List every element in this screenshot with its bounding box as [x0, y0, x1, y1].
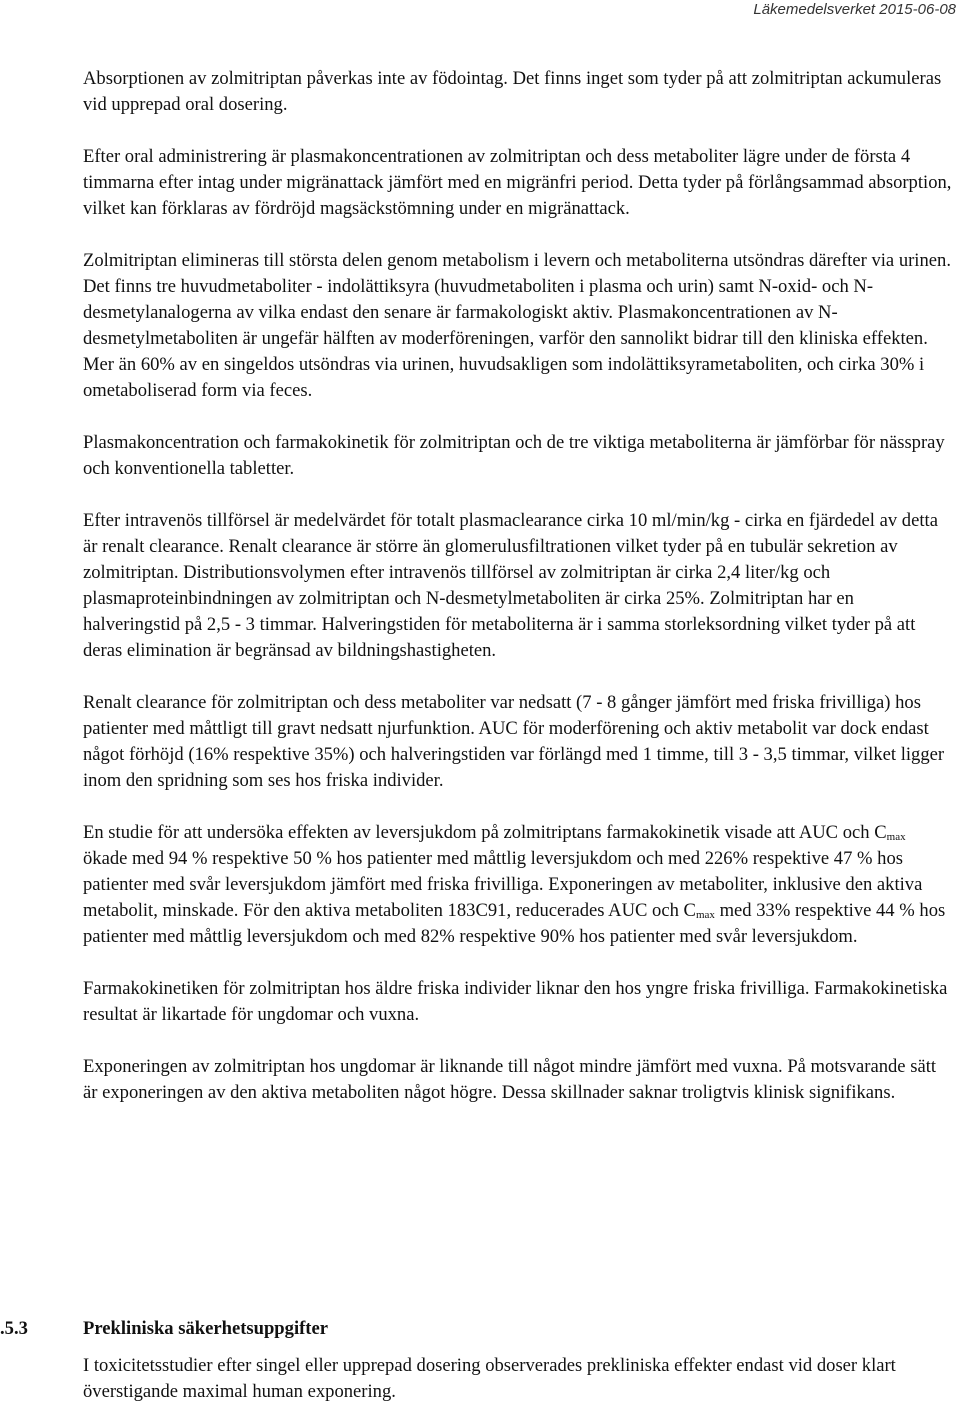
- paragraph-elderly: Farmakokinetiken för zolmitriptan hos äldre friska individer liknar den hos yngre friska frivilliga. Farmakokinetiska resultat är likartade för ungdomar och vuxna.: [83, 978, 948, 1025]
- paragraph-adolescents: Exponeringen av zolmitriptan hos ungdomar är liknande till något mindre jämfört med vuxna. På motsvarande sätt är exponeringen av den aktiva metaboliten något högre. Dessa skillnader saknar troligtvis klinisk signifikans.: [83, 1056, 937, 1103]
- cmax-subscript: max: [886, 831, 906, 843]
- liver-text-2: ökade med 94 % respektive 50 % hos patienter med måttlig leversjukdom och med 226% respektive 47 % hos patienter med svår leversjukdom jämfört med friska frivilliga. Exponeringen av metaboliter, inklusive den aktiva metabolit, minskade. För den aktiva metaboliten 183C91, reducerades AUC och C: [83, 848, 923, 921]
- paragraph-intravenous: Efter intravenös tillförsel är medelvärdet för totalt plasmaclearance cirka 10 ml/min/kg - cirka en fjärdedel av detta är renalt clearance. Renalt clearance är större än glomerulusfiltrationen vilket tyder på en tubulär sekretion av zolmitriptan. Distributionsvolymen efter intravenös tillförsel av zolmitriptan är cirka 2,4 liter/kg och plasmaproteinbindningen av zolmitriptan och N-desmetylmetaboliten är cirka 25%. Zolmitriptan har en halveringstid på 2,5 - 3 timmar. Halveringstiden för metaboliterna är i samma storleksordning vilket tyder på att deras elimination är begränsad av bildningshastigheten.: [83, 510, 938, 661]
- section-number: .5.3: [0, 1318, 28, 1339]
- section-paragraph: I toxicitetsstudier efter singel eller upprepad dosering observerades prekliniska effekter endast vid doser klart överstigande maximal human exponering.: [83, 1355, 896, 1402]
- paragraph-nasal-spray: Plasmakoncentration och farmakokinetik för zolmitriptan och de tre viktiga metaboliterna är jämförbar för nässpray och konventionella tabletter.: [83, 432, 945, 479]
- liver-text-3: med 33% respektive 44 % hos patienter med måttlig leversjukdom och med 82% respektive 90% hos patienter med svår leversjukdom.: [83, 900, 946, 947]
- paragraph-oral-administration: Efter oral administrering är plasmakoncentrationen av zolmitriptan och dess metaboliter lägre under de första 4 timmarna efter intag under migränattack jämfört med en migränfri period. Detta tyder på förlångsammad absorption, vilket kan förklaras av fördröjd magsäckstömning under en migränattack.: [83, 146, 952, 219]
- section-heading: Prekliniska säkerhetsuppgifter: [83, 1318, 329, 1339]
- document-body: [83, 66, 953, 1132]
- paragraph-liver-disease: [83, 820, 953, 950]
- paragraph-elimination: Zolmitriptan elimineras till största delen genom metabolism i levern och metaboliterna utsöndras därefter via urinen. Det finns tre huvudmetaboliter - indolättiksyra (huvudmetaboliten i plasma och urin) samt N-oxid- och N-desmetylanalogerna av vilka endast den senare är farmakologiskt aktiv. Plasmakoncentrationen av N-desmetylmetaboliten är ungefär hälften av moderföreningen, varför den sannolikt bidrar till den kliniska effekten. Mer än 60% av en singeldos utsöndras via urinen, huvudsakligen som indolättiksyrametaboliten, och cirka 30% i ometaboliserad form via feces.: [83, 250, 951, 401]
- paragraph-absorption: Absorptionen av zolmitriptan påverkas inte av födointag. Det finns inget som tyder på att zolmitriptan ackumuleras vid upprepad oral dosering.: [83, 68, 942, 115]
- liver-text-1: En studie för att undersöka effekten av leversjukdom på zolmitriptans farmakokinetik visade att AUC och C: [83, 822, 887, 843]
- document-header: Läkemedelsverket 2015-06-08: [753, 1, 956, 18]
- cmax-subscript: max: [695, 909, 715, 921]
- paragraph-renal-clearance: Renalt clearance för zolmitriptan och dess metaboliter var nedsatt (7 - 8 gånger jämfört med friska frivilliga) hos patienter med måttligt till gravt nedsatt njurfunktion. AUC för moderförening och aktiv metabolit var dock endast något förhöjd (16% respektive 35%) och halveringstiden var förlängd med 1 timme, till 3 - 3,5 timmar, vilket ligger inom den spridning som ses hos friska individer.: [83, 692, 945, 791]
